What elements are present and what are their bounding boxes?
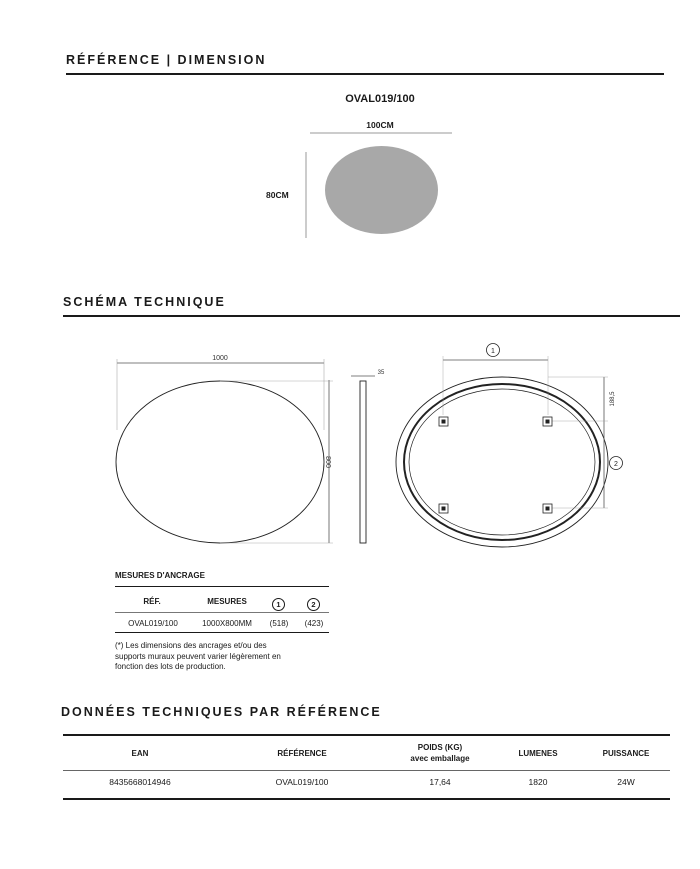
tech-table-rule-top [63,734,670,736]
tech-table-rule-bottom [63,798,670,800]
anchors-header-marker-2 [307,594,320,612]
anchors-cell-m2: (423) [304,619,324,628]
anchors-cell-mesures: 1000X800MM [202,619,252,628]
tech-header-poids-sub: avec emballage [410,754,470,763]
section-rule [66,73,664,75]
anchors-cell-m1: (518) [269,619,289,628]
tech-cell-poids: 17,64 [429,777,451,787]
anchors-rule-mid [115,612,329,613]
width-label: 100CM [366,120,394,130]
tech-header-reference: RÉFÉRENCE [277,749,327,758]
tech-header-lumenes: LUMENES [518,749,558,758]
tech-header-ean: EAN [131,749,149,758]
height-dimension-text: 800 [324,456,331,468]
back-oval-inner [409,389,595,535]
front-view [116,355,333,543]
back-view [396,344,623,548]
depth-dimension-text: 35 [377,370,385,376]
anchors-rule-bottom [115,632,329,633]
note-line: (*) Les dimensions des ancrages et/ou des [115,641,267,650]
back-oval-frame [404,384,600,540]
tech-cell-reference: OVAL019/100 [275,777,329,787]
marker-1-text: 1 [491,348,495,355]
anchors-note [115,641,281,673]
anchors-title: MESURES D'ANCRAGE [115,571,205,580]
anchors-cell-ref: OVAL019/100 [128,619,178,628]
marker-1-badge: 1 [272,598,285,611]
marker-2-text: 2 [614,461,618,468]
note-line: fonction des lots de production. [115,662,226,671]
back-oval-outer [396,377,608,547]
tech-cell-puissance: 24W [617,777,635,787]
section-rule [63,315,680,317]
offset-dimension-text: 188,5 [610,391,616,407]
section-title-donnees-techniques: DONNÉES TECHNIQUES PAR RÉFÉRENCE [61,705,382,719]
tech-cell-lumenes: 1820 [528,777,548,787]
mirror-shape [325,146,438,234]
anchors-header-mesures: MESURES [207,597,247,606]
dimension-drawing [300,128,460,240]
anchors-rule-top [115,586,329,587]
technical-drawing [100,335,660,550]
section-title-schema-technique: SCHÉMA TECHNIQUE [63,295,226,309]
side-profile [360,381,366,543]
width-dimension-text: 1000 [212,355,228,362]
front-oval [116,381,324,543]
height-label: 80CM [266,190,289,200]
model-title: OVAL019/100 [345,93,415,105]
tech-table-rule-mid [63,770,670,771]
side-view [351,370,385,543]
tech-header-puissance: PUISSANCE [602,749,650,758]
section-title-reference-dimension: RÉFÉRENCE | DIMENSION [66,53,267,67]
tech-cell-ean: 8435668014946 [109,777,171,787]
anchors-header-ref: RÉF. [143,597,161,606]
marker-2-badge: 2 [307,598,320,611]
anchors-header-marker-1 [272,594,285,612]
tech-header-poids: POIDS (KG) [417,743,463,752]
note-line: supports muraux peuvent varier légèrement en [115,651,281,661]
